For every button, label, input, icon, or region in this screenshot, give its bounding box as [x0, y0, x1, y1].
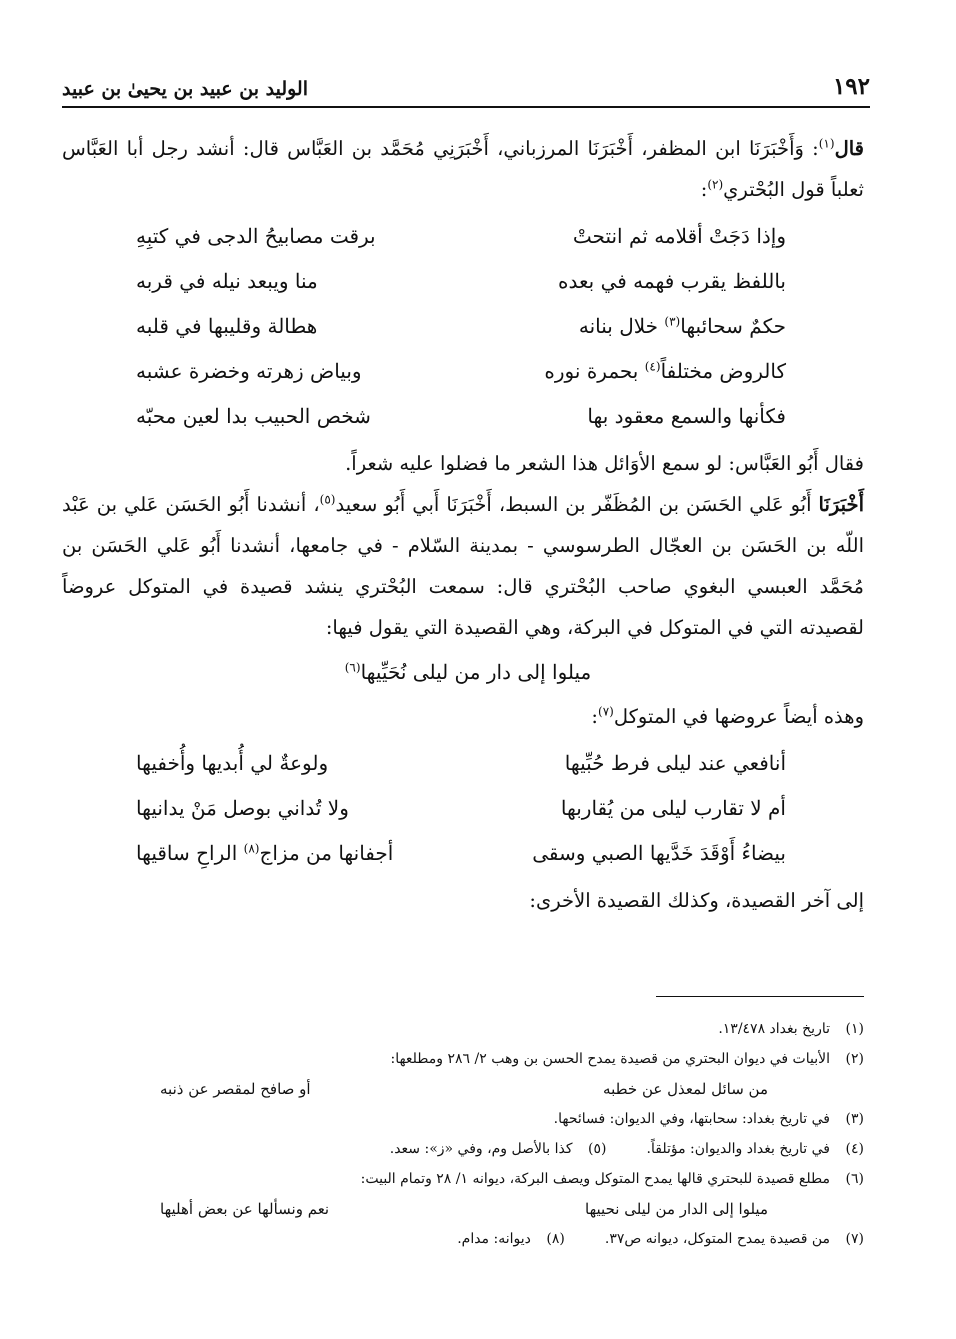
paragraph-4-tail: :: [591, 705, 598, 728]
single-verse-text: ميلوا إلى دار من ليلى نُحَيِّيها: [360, 660, 592, 684]
verse: [62, 349, 864, 394]
spacer: [607, 1134, 647, 1164]
footnote-4-5: [62, 1134, 864, 1164]
hemistich-part: أجفانها من مزاج: [259, 841, 394, 865]
footnote-ref-5: (٥): [319, 492, 336, 507]
hemistich-second: هطالة وقليبها في قلبه: [136, 314, 318, 338]
hemistich-second: وبياض زهرته وخضرة عشبه: [136, 359, 362, 383]
footnote-1: [62, 1014, 864, 1044]
verse: [62, 741, 864, 786]
footnote-text: الأبيات في ديوان البحتري من قصيدة يمدح الحسن بن وهب ٢/ ٢٨٦ ومطلعها:: [390, 1051, 830, 1067]
verse: [62, 304, 864, 349]
footnote-number: (٨): [546, 1231, 565, 1247]
footnote-separator: [656, 996, 864, 997]
hemistich-second: [136, 831, 448, 876]
footnote-3: [62, 1104, 864, 1134]
hemistich-first: فكأنها والسمع معقود بها: [587, 404, 786, 428]
footnote-text: تاريخ بغداد ١٣/٤٧٨.: [718, 1021, 830, 1037]
footnote-ref-7: (٧): [598, 704, 614, 719]
footnote-ref-2: (٢): [707, 177, 724, 192]
footnote-number: (١): [845, 1021, 864, 1037]
hemistich-second: ولا تُداني بوصل مَنْ يدانيها: [136, 796, 349, 820]
footnote-ref-6: (٦): [344, 660, 361, 675]
hemistich-part: بحمرة نوره: [544, 359, 645, 383]
hemistich-first: أنافعي عند ليلى فرط حُبِّيها: [564, 751, 786, 775]
paragraph-3-lead: أَخْبَرَنَا: [818, 493, 864, 516]
verse: [62, 259, 864, 304]
footnote-text: كذا بالأصل وم، وفي «ز»: سعد.: [389, 1141, 573, 1157]
verse: [62, 831, 864, 876]
footnote-6-verse: [62, 1194, 864, 1224]
footnote-text: مطلع قصيدة للبحتري قالها يمدح المتوكل ويصف البركة، ديوانه ١/ ٢٨ وتمام البيت:: [360, 1171, 830, 1187]
page-number: ١٩٢: [832, 73, 870, 100]
hemistich-first: [486, 304, 786, 349]
footnote-ref-3: (٣): [664, 314, 681, 329]
footnote-text: من قصيدة يمدح المتوكل، ديوانه ص٣٧.: [604, 1231, 830, 1247]
paragraph-5: إلى آخر القصيدة، وكذلك القصيدة الأخرى:: [529, 889, 864, 912]
poem-1: [62, 214, 864, 439]
paragraph-2: فقال أَبُو العَبَّاس: لو سمع الأوَائل هذا الشعر ما فضلوا عليه شعراً.: [345, 452, 864, 475]
poem-2: [62, 741, 864, 876]
paragraph-3: [62, 484, 864, 648]
paragraph-3-text-cont: ، أنشدنا أَبُو الحَسَن عَلي بن عَبْد اللّه بن الحَسَن بن العجّال الطرسوسي - بمدينة السّلام - في جامعها، أنشدنا أَبُو عَلي الحَسَن بن مُحَمَّد العبسي البغوي صاحب البُحْتري قال: سمعت البُحْتري ينشد قصيدة في المتوكل عروضاً لقصيدته التي في المتوكل في البركة، وهي القصيدة التي يقول فيها:: [62, 493, 864, 639]
paragraph-1-tail: :: [700, 178, 708, 201]
paragraph-4: [62, 696, 864, 737]
paragraph-3-text: أَبُو عَلي الحَسَن بن المُظَفّر بن السبط، أَخْبَرَنَا أَبي أَبُو سعيد: [335, 493, 819, 516]
paragraph-1-lead: قال: [834, 137, 864, 160]
footnote-7-8: [62, 1224, 864, 1254]
hemistich-first: أم لا تقارب ليلى من يُقاربها: [560, 796, 786, 820]
main-text: [62, 128, 864, 921]
footnote-number: (٧): [845, 1231, 864, 1247]
paragraph-4-text: وهذه أيضاً عروضها في المتوكل: [613, 705, 864, 728]
footnote-number: (٦): [845, 1171, 864, 1187]
hemistich-first: من سائل لمعذل عن خطبه: [603, 1080, 768, 1098]
footnote-ref-1: (١): [818, 136, 835, 151]
hemistich-first: بيضاءُ أَوْقَدَ خَدَّيها الصبي وسقى: [532, 841, 786, 865]
hemistich-first: ميلوا إلى الدار من ليلى نحييها: [585, 1200, 768, 1218]
hemistich-part: حكمٌ سحائبها: [680, 314, 786, 338]
footnote-number: (٥): [588, 1141, 607, 1157]
paragraph-1-text: : وَأَخْبَرَنَا ابن المظفر، أَخْبَرَنَا المرزباني، أَخْبَرَنِي مُحَمَّد بن العَبَّاس قال: أنشد رجل أبا العَبَّاس ثعلباً قول البُحْتري: [62, 137, 864, 201]
hemistich-second: أو صافح لمقصر عن ذنبه: [160, 1080, 311, 1098]
footnote-text: في تاريخ بغداد والديوان: مؤتلقاً.: [646, 1141, 830, 1157]
footnote-text: في تاريخ بغداد: سحابتها، وفي الديوان: فسائحها.: [553, 1111, 830, 1127]
paragraph-1: [62, 128, 864, 210]
hemistich-first: [486, 349, 786, 394]
verse: [62, 214, 864, 259]
verse: [62, 786, 864, 831]
hemistich-first: باللفظ يقرب فهمه في بعده: [558, 269, 786, 293]
hemistich-part: الراحِ ساقيها: [136, 841, 244, 865]
footnote-number: (٤): [845, 1141, 864, 1157]
footnote-number: (٢): [845, 1051, 864, 1067]
footnote-6: [62, 1164, 864, 1194]
footnote-text: ديوانه: مدام.: [457, 1231, 531, 1247]
hemistich-second: برقت مصابيحُ الدجى في كتبِهِ: [136, 224, 376, 248]
single-verse: [62, 648, 864, 696]
hemistich-part: خلال بنانه: [578, 314, 665, 338]
hemistich-second: شخص الحبيب بدا لعين محبّه: [136, 404, 371, 428]
hemistich-second: نعم ونسألها عن بعض أهليها: [160, 1200, 330, 1218]
hemistich-second: ولوعةٌ لي أُبديها وأُخفيها: [136, 751, 329, 775]
hemistich-first: وإذا دَجَتْ أقلامه ثم انتحتْ: [572, 224, 786, 248]
running-title: الوليد بن عبيد بن يحيىٰ بن عبيد: [62, 78, 308, 100]
spacer: [565, 1224, 605, 1254]
footnote-2-verse: [62, 1074, 864, 1104]
footnote-ref-8: (٨): [243, 841, 260, 856]
footnote-2: [62, 1044, 864, 1074]
hemistich-part: كالروض مختلفاً: [660, 359, 786, 383]
verse: [62, 394, 864, 439]
hemistich-second: منا ويبعد نيله في قربه: [136, 269, 318, 293]
footnote-ref-4: (٤): [644, 359, 661, 374]
running-head: [62, 56, 870, 108]
footnotes: [62, 1014, 864, 1254]
footnote-number: (٣): [845, 1111, 864, 1127]
